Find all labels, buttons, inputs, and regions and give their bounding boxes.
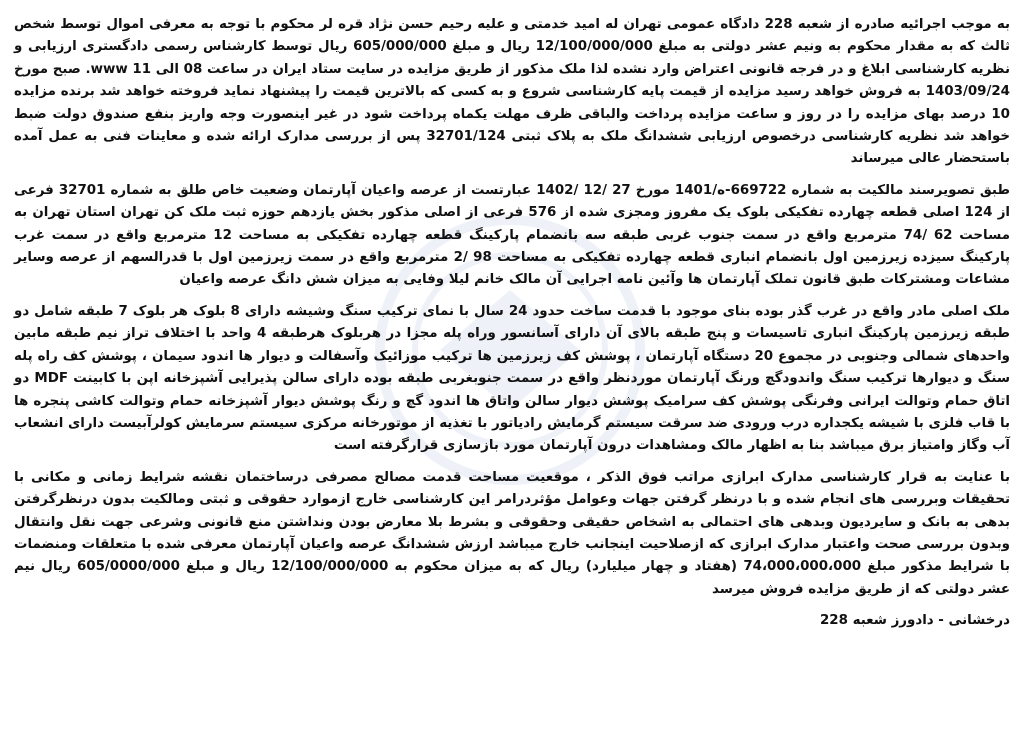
notice-paragraph-building: ملک اصلی مادر واقع در غرب گذر بوده بنای موجود با قدمت ساخت حدود 24 سال با نمای ترکیب سنگ وشیشه دارای 8 بلوک هر بلوک 7 طبقه شامل دو طبقه زیرزمین پارکینگ انباری تاسیسات و پنج طبقه بالای آن دارای آسانسور وراه پله مجزا در هربلوک هرطبقه 4 واحد با اختلاف تراز نیم طبقه مابین واحدهای شمالی وجنوبی در مجموع 20 دستگاه آپارتمان ، پوشش کف زیرزمین ها ترکیب موزائیک وآسفالت و دیوار ها اندود سیمان ، پوشش کف راه پله سنگ و دیوارها ترکیب سنگ واندودگچ ورنگ آپارتمان موردنظر واقع در سمت جنوبغربی طبقه بوده دارای سالن پذیرایی آشپزخانه اپن با کابینت MDF دو اتاق حمام وتوالت ایرانی وفرنگی پوشش کف سرامیک پوشش دیوار سالن واتاق ها اندود گچ و رنگ پوشش دیوار آشپزخانه حمام وتوالت کاشی پنجره ها با قاب فلزی با شیشه یکجداره درب ورودی ضد سرقت سیستم گرمایش رادیاتور با تغذیه از موتورخانه مرکزی سیستم سرمایش کولرآبیست دارای انشعاب آب وگاز وامتیاز برق میباشد بنا به اظهار مالک ومشاهدات درون آپارتمان مورد بازسازی قرارگرفته است [14,303,1011,454]
notice-paragraph-execution: به موجب اجرائیه صادره از شعبه 228 دادگاه عمومی تهران له امید خدمتی و علیه رحیم حسن نژاد قره لر محکوم با توجه به معرفی اموال توسط شخص ثالث که به مقدار محکوم به ونیم عشر دولتی به مبلغ 12/100/000/000 ریال و مبلغ 605/000/000 ریال توسط کارشناس رسمی دادگستری ارزیابی و نظریه کارشناسی ابلاغ و در فرجه قانونی اعتراض وارد نشده لذا ملک مذکور از طریق مزایده در سایت ستاد ایران در ساعت 08 الی 11 www. صبح مورخ 1403/09/24 به فروش خواهد رسید مزایده از قیمت پایه کارشناسی شروع و به کسی که بالاترین قیمت را پیشنهاد نماید فروخته خواهد شد برنده مزایده 10 درصد بهای مزایده را در روز و ساعت مزایده پرداخت والباقی ظرف مهلت یکماه پرداخت شود در غیر اینصورت وجه واریز بنفع صندوق دولت ضبط خواهد شد نظریه کارشناسی درخصوص ارزیابی ششدانگ ملک به پلاک ثبتی 32701/124 پس از بررسی مدارک ارائه شده و معاینات فنی به عمل آمده باستحضار عالی میرساند [14,17,1011,167]
notice-signature: درخشانی - دادورز شعبه 228 [819,613,1010,629]
auction-notice [14,14,1010,642]
notice-paragraph-ownership: طبق تصویرسند مالکیت به شماره 669722-ه/1401 مورخ 27 /12 /1402 عبارتست از عرصه واعیان آپارتمان وضعیت خاص طلق به شماره 32701 فرعی از 124 اصلی قطعه چهارده تفکیکی بلوک یک مفروز ومجزی شده از 576 فرعی از اصلی مذکور بخش یازدهم حوزه ثبت ملک کن تهران استان تهران به مساحت 62 /74 مترمربع واقع در سمت جنوب غربی طبقه سه بانضمام پارکینگ قطعه چهارده تفکیکی به مساحت 12 مترمربع واقع در سمت غرب پارکینگ سیزده زیرزمین اول بانضمام انباری قطعه چهارده تفکیکی به مساحت 98 /2 مترمربع واقع در سمت زیرزمین اول با قدرالسهم از عرصه وسایر مشاعات ومشترکات طبق قانون تملک آپارتمان ها وآئین نامه اجرایی آن مالک خانم لیلا وفایی به میزان شش دانگ عرصه واعیان [14,182,1010,288]
notice-paragraph-valuation: با عنایت به قرار کارشناسی مدارک ابرازی مراتب فوق الذکر ، موقعیت مساحت قدمت مصالح مصرفی درساختمان نقشه شرایط زمانی و مکانی با تحقیقات وبررسی های انجام شده و با درنظر گرفتن جهات وعوامل مؤثردرامر این کارشناسی خارج ازموارد حقوقی و ثبتی ومالکیت بدون درنظرگرفتن بدهی به بانک و سایردیون وبدهی های احتمالی به اشخاص حقیقی وحقوقی و بشرط بلا معارض بودن ونداشتن منع قانونی وشرعی جهت نقل وانتقال وبدون بررسی صحت واعتبار مدارک ابرازی که ازصلاحیت اینجانب خارج میباشد ارزش ششدانگ عرصه واعیان آپارتمان معرفی شده با متعلقات ومنضمات با شرایط مذکور مبلغ 74،000،000،000 (هفتاد و چهار میلیارد) ریال که به میزان محکوم به 12/100/000/000 ریال و مبلغ 605/0000/000 ریال نیم عشر دولتی که از طریق مزایده فروش میرسد [14,469,1010,597]
